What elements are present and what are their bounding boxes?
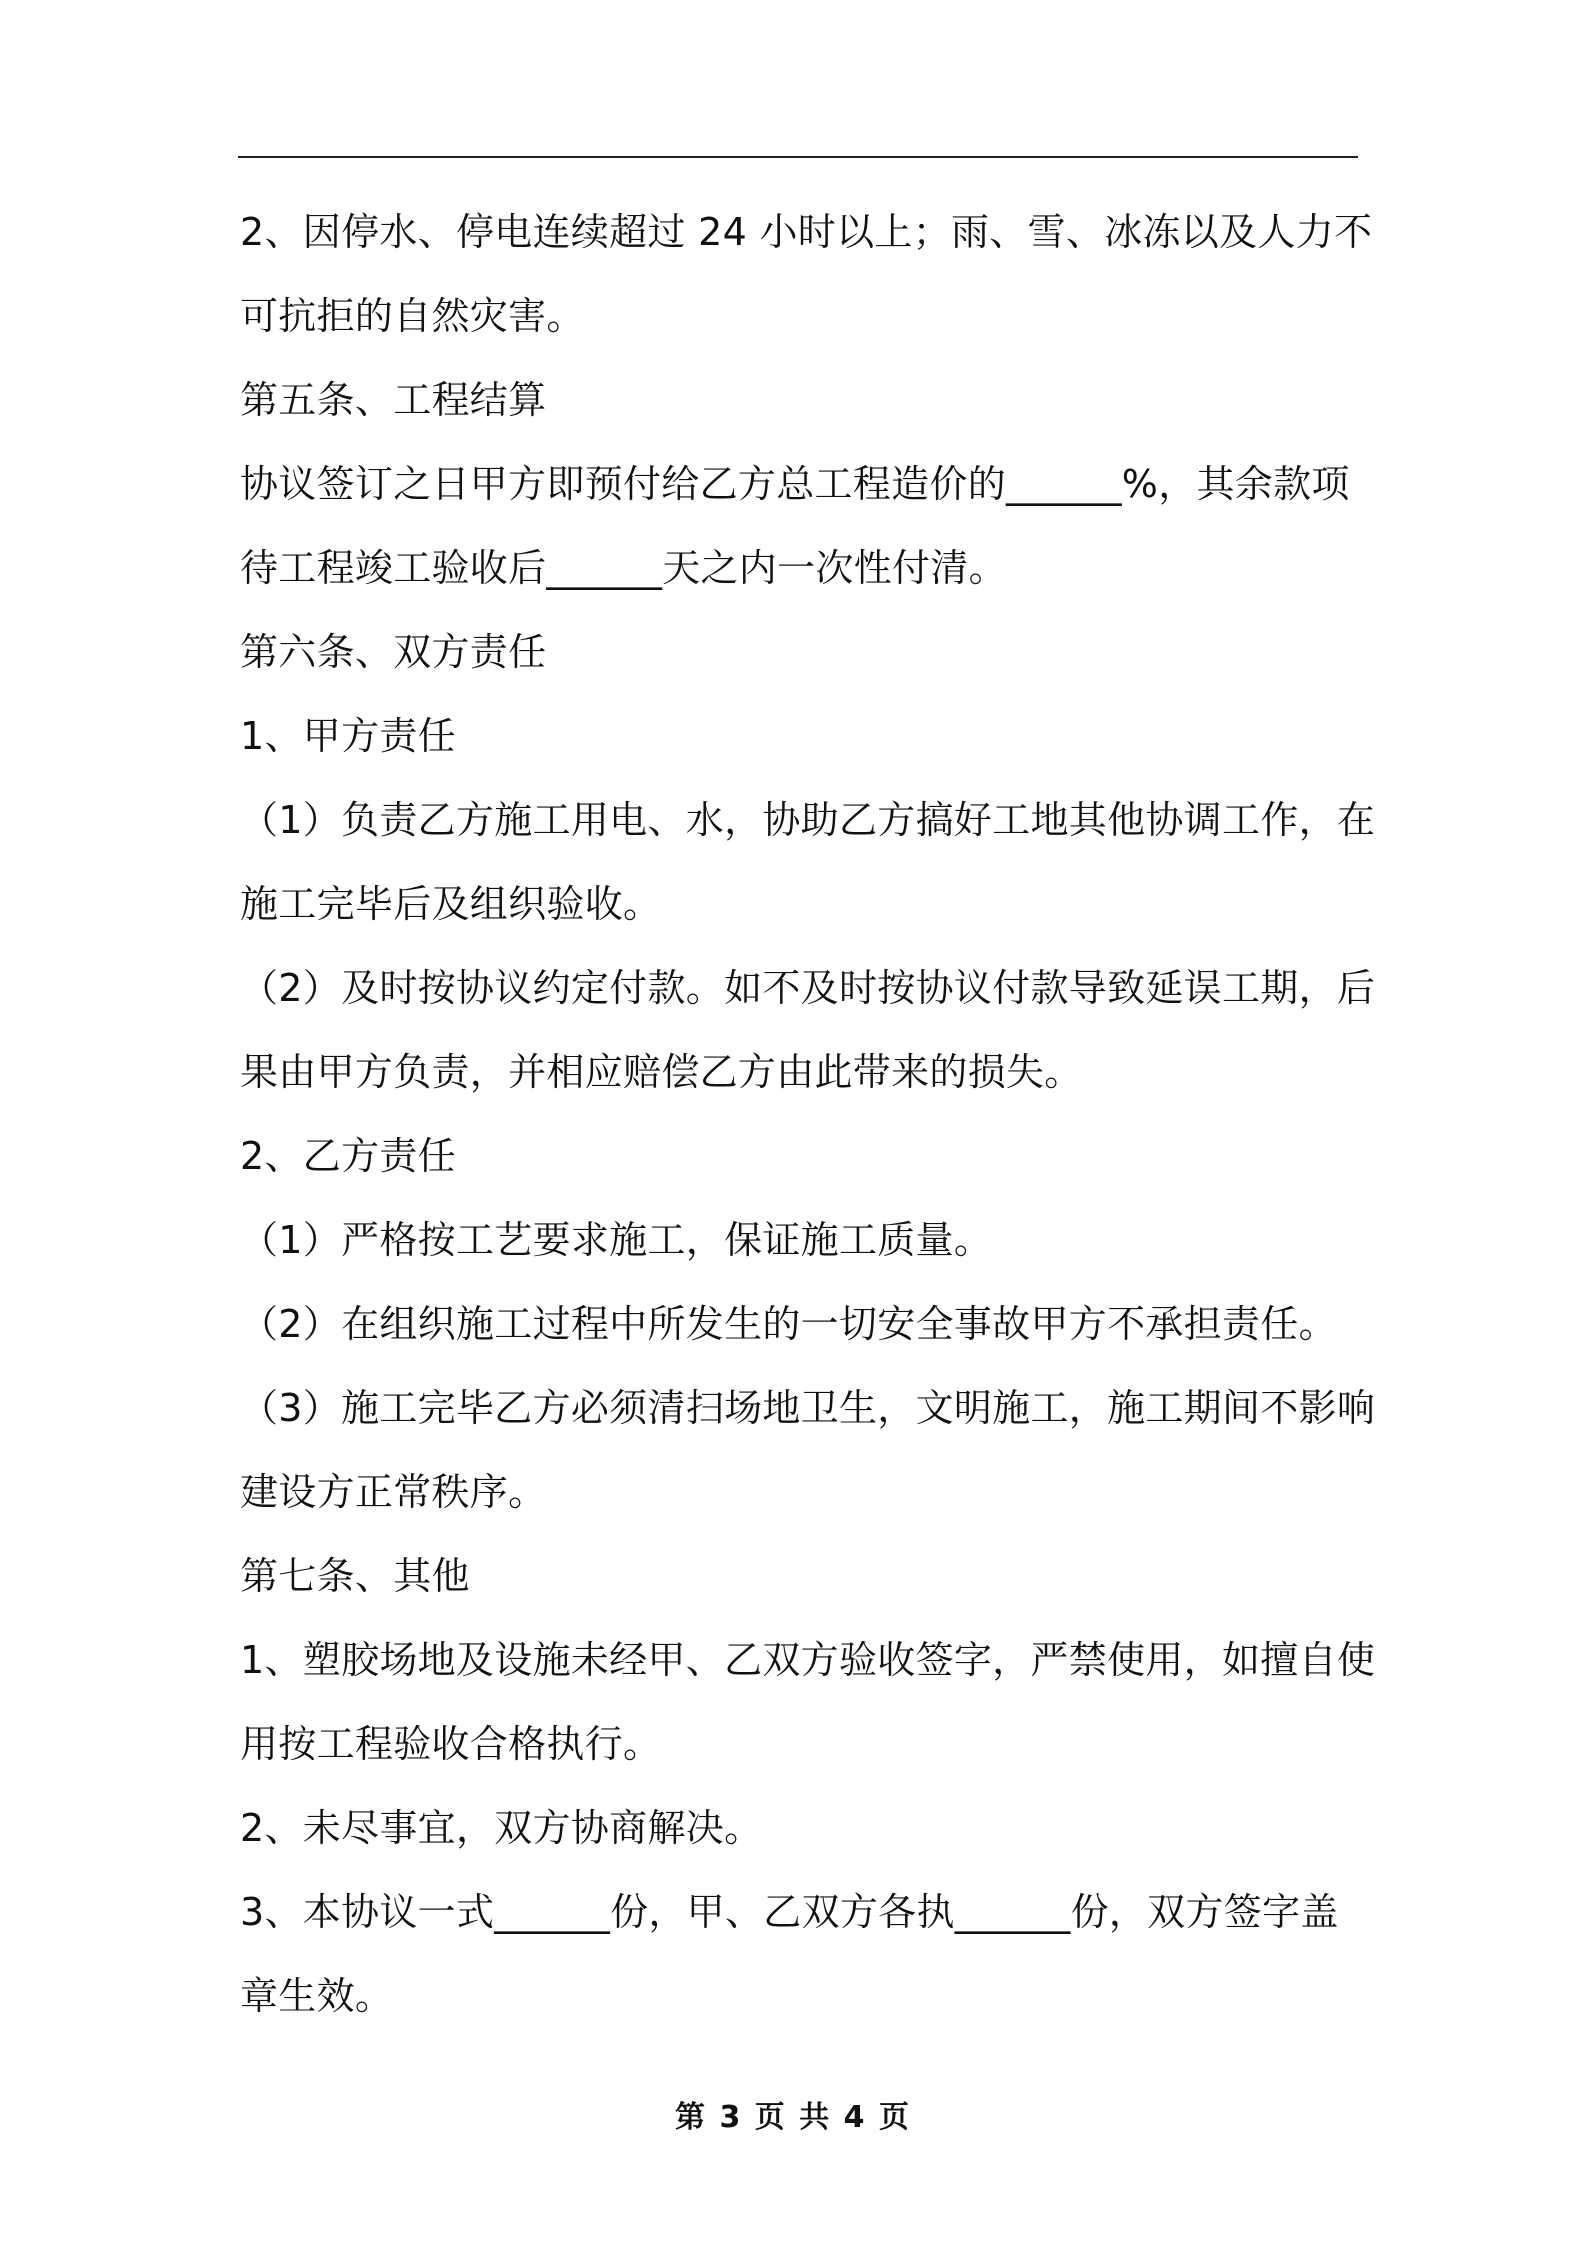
header-rule [238,156,1358,158]
section-heading: 第七条、其他 [240,1554,470,1598]
text-line: 建设方正常秩序。 [240,1470,547,1514]
subsection-heading: 1、甲方责任 [240,714,456,758]
text-line: 1、塑胶场地及设施未经甲、乙双方验收签字，严禁使用，如擅自使 [240,1638,1376,1682]
page-number-footer: 第 3 页 共 4 页 [675,2100,911,2135]
text-line: 协议签订之日甲方即预付给乙方总工程造价的______%，其余款项 [240,462,1350,506]
text-line: （1）严格按工艺要求施工，保证施工质量。 [240,1218,993,1262]
document-body [240,190,1376,2038]
section-heading: 第五条、工程结算 [240,378,547,422]
text-line: 章生效。 [240,1974,394,2018]
text-line: 用按工程验收合格执行。 [240,1722,662,1766]
text-line: （3）施工完毕乙方必须清扫场地卫生，文明施工，施工期间不影响 [240,1386,1376,1430]
text-line: 2、未尽事宜，双方协商解决。 [240,1806,763,1850]
text-line: 3、本协议一式______份，甲、乙双方各执______份，双方签字盖 [240,1890,1339,1934]
text-line: （1）负责乙方施工用电、水，协助乙方搞好工地其他协调工作，在 [240,798,1376,842]
text-line: 果由甲方负责，并相应赔偿乙方由此带来的损失。 [240,1050,1083,1094]
section-heading: 第六条、双方责任 [240,630,547,674]
text-line: （2）在组织施工过程中所发生的一切安全事故甲方不承担责任。 [240,1302,1337,1346]
text-line: 施工完毕后及组织验收。 [240,882,662,926]
text-line: 2、因停水、停电连续超过 24 小时以上；雨、雪、冰冻以及人力不 [240,210,1373,254]
subsection-heading: 2、乙方责任 [240,1134,456,1178]
text-line: 可抗拒的自然灾害。 [240,294,585,338]
text-line: （2）及时按协议约定付款。如不及时按协议付款导致延误工期，后 [240,966,1376,1010]
text-line: 待工程竣工验收后______天之内一次性付清。 [240,546,1007,590]
